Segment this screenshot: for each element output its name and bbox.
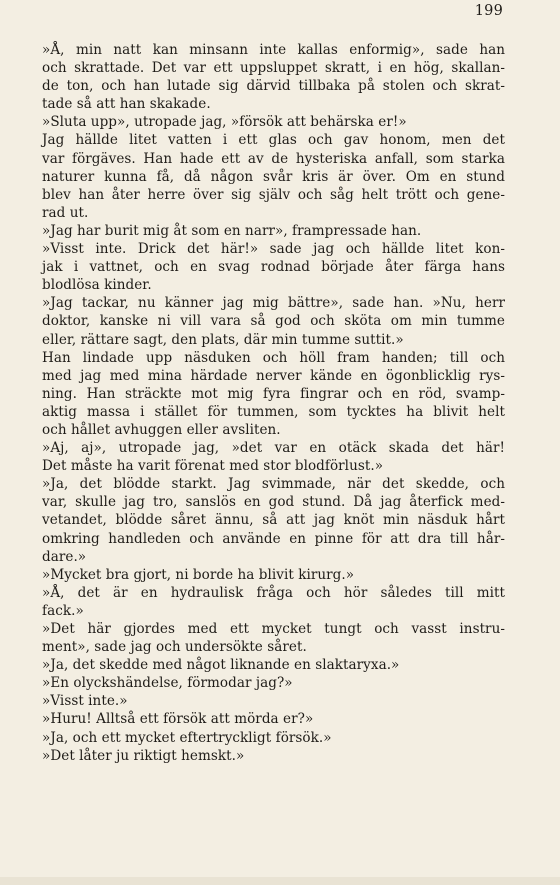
text-line: jak i vattnet, och en svag rodnad började åter färga hans (42, 259, 505, 276)
text-line: omkring handleden och använde en pinne för att dra till hår- (42, 530, 505, 547)
text-line: ment», sade jag och undersökte såret. (42, 639, 307, 656)
text-line: »Visst inte. Drick det här!» sade jag och hällde litet kon- (42, 241, 505, 258)
text-line: »Aj, aj», utropade jag, »det var en otäck skada det här! (42, 440, 505, 457)
text-line: blev han åter herre över sig själv och såg helt trött och gene- (42, 186, 505, 203)
text-line: »Sluta upp», utropade jag, »försök att behärska er!» (42, 114, 407, 131)
text-line: »Ja, och ett mycket eftertryckligt försök.» (42, 729, 332, 746)
text-line: var förgäves. Han hade ett av de hysteriska anfall, som starka (42, 150, 505, 167)
text-line: eller, rättare sagt, den plats, där min tumme suttit.» (42, 331, 404, 348)
text-line: »Jag har burit mig åt som en narr», frampressade han. (42, 222, 422, 239)
text-line: Jag hällde litet vatten i ett glas och gav honom, men det (42, 132, 505, 149)
text-line: »Ja, det skedde med något liknande en slaktaryxa.» (42, 657, 400, 674)
text-line: »Jag tackar, nu känner jag mig bättre», sade han. »Nu, herr (42, 295, 505, 312)
text-line: »Huru! Alltså ett försök att mörda er?» (42, 711, 314, 728)
page-number: 199 (474, 3, 503, 19)
text-line: »Å, det är en hydraulisk fråga och hör således till mitt (42, 584, 505, 601)
text-line: Han lindade upp näsduken och höll fram handen; till och (42, 349, 505, 366)
text-line: med jag med mina härdade nerver kände en ögonblicklig rys- (42, 367, 505, 384)
text-line: »Visst inte.» (42, 693, 128, 710)
text-line: blodlösa kinder. (42, 277, 152, 294)
text-line: aktig massa i stället för tummen, som tycktes ha blivit helt (42, 403, 505, 420)
text-line: rad ut. (42, 204, 89, 221)
text-line: »Mycket bra gjort, ni borde ha blivit kirurg.» (42, 566, 355, 583)
text-line: dare.» (42, 548, 87, 565)
text-line: ning. Han sträckte mot mig fyra fingrar och en röd, svamp- (42, 385, 505, 402)
text-line: »En olyckshändelse, förmodar jag?» (42, 675, 293, 692)
text-line: fack.» (42, 602, 84, 619)
text-line: naturer kunna få, då någon svår kris är över. Om en stund (42, 168, 505, 185)
text-line: och skrattade. Det var ett uppsluppet skratt, i en hög, skallan- (42, 60, 505, 77)
text-line: och hållet avhuggen eller avsliten. (42, 421, 281, 438)
page-bottom-edge (0, 877, 560, 885)
text-line: »Det här gjordes med ett mycket tungt och vasst instru- (42, 621, 505, 637)
text-line: »Det låter ju riktigt hemskt.» (42, 747, 245, 764)
book-text (42, 41, 505, 765)
text-line: »Å, min natt kan minsann inte kallas enformig», sade han (42, 42, 505, 58)
text-line: vetandet, blödde såret ännu, så att jag knöt min näsduk hårt (42, 512, 505, 529)
text-line: de ton, och han lutade sig därvid tillbaka på stolen och skrat- (42, 78, 505, 95)
text-line: »Ja, det blödde starkt. Jag svimmade, när det skedde, och (42, 476, 505, 493)
text-line: Det måste ha varit förenat med stor blodförlust.» (42, 458, 384, 475)
text-line: tade så att han skakade. (42, 96, 211, 113)
text-line: var, skulle jag tro, sanslös en god stund. Då jag återfick med- (42, 494, 505, 511)
text-line: doktor, kanske ni vill vara så god och sköta om min tumme (42, 313, 505, 330)
